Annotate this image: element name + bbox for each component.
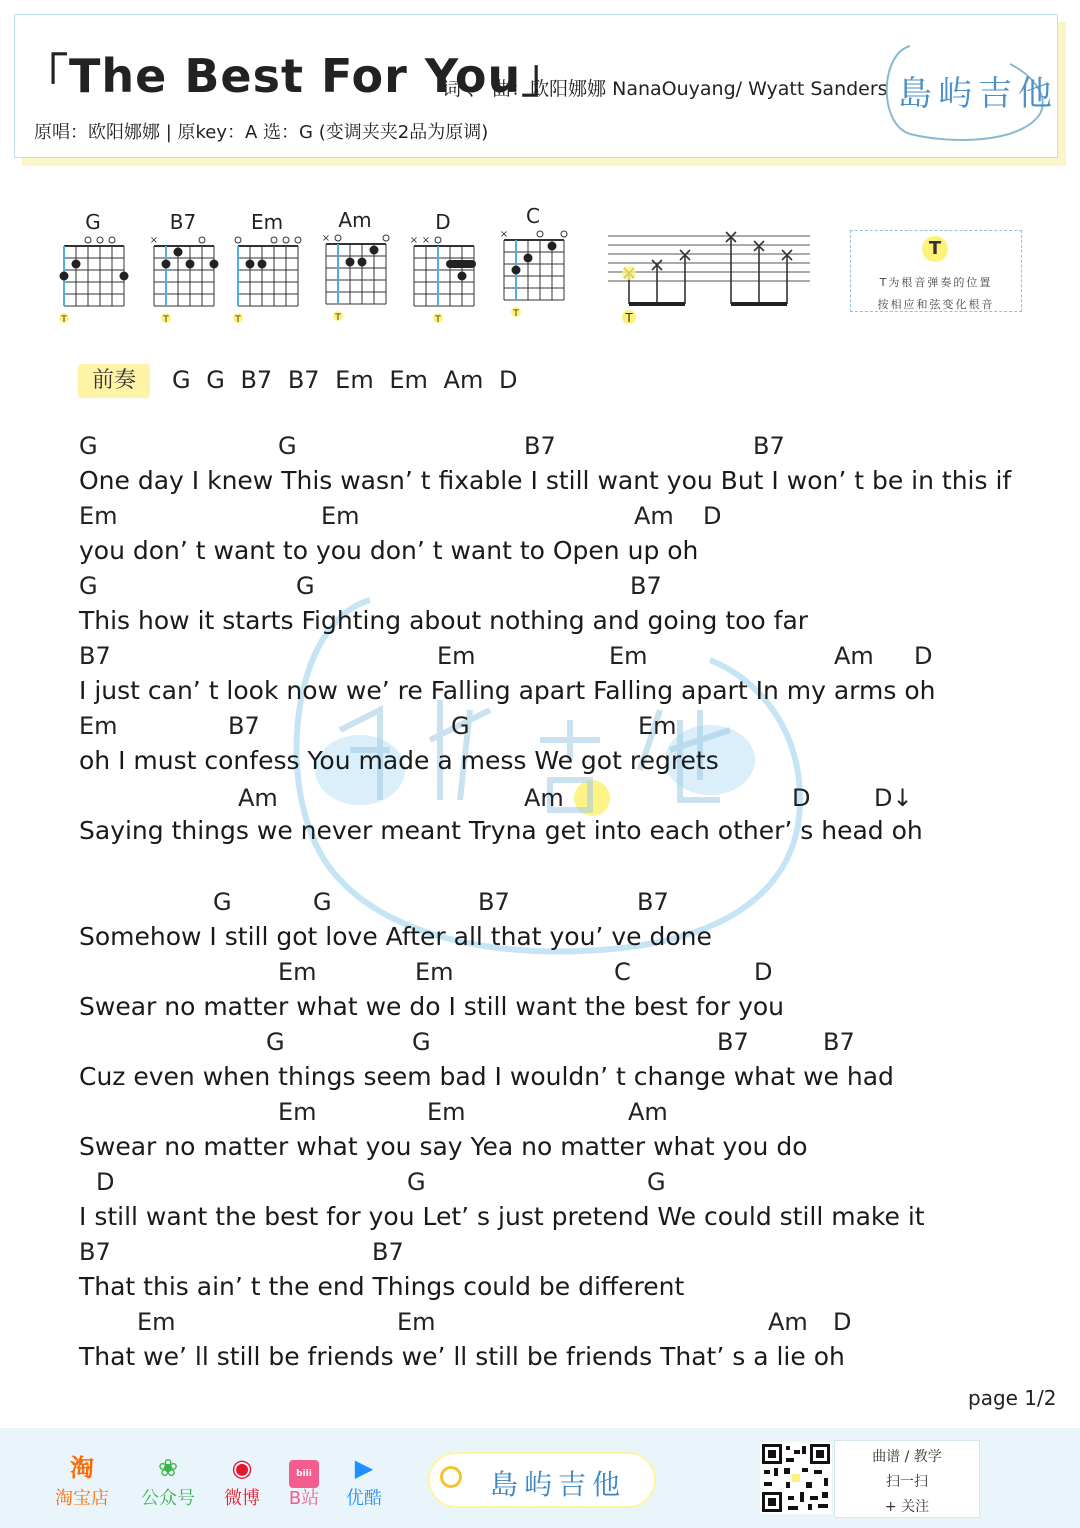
svg-text:×: × xyxy=(321,233,331,244)
chord-label: G xyxy=(313,888,332,916)
chord-label: Am xyxy=(634,502,674,530)
fretboard-d xyxy=(408,234,488,324)
footer-link-weibo[interactable] xyxy=(212,1452,272,1510)
chord-name: G xyxy=(85,210,101,234)
qr-code-icon xyxy=(760,1442,832,1514)
svg-text:T: T xyxy=(625,311,633,325)
chord-label: Em xyxy=(321,502,360,530)
chord-label: G xyxy=(296,572,315,600)
chord-name: C xyxy=(526,204,540,228)
legend-line-1: T为根音弹奏的位置 xyxy=(879,276,993,289)
chord-label: B7 xyxy=(630,572,662,600)
lyric-text: I still want the best for you Let’ s just pretend We could still make it xyxy=(79,1202,925,1231)
lyric-text: That this ain’ t the end Things could be different xyxy=(79,1272,685,1301)
chord-diagram-c xyxy=(498,204,578,324)
lyric-text: you don’ t want to you don’ t want to Open up oh xyxy=(79,536,699,565)
lyric-text: Somehow I still got love After all that you’ ve done xyxy=(79,922,712,951)
chord-label: B7 xyxy=(79,1238,111,1266)
chord-label: D xyxy=(754,958,773,986)
footer-link-bilibili[interactable] xyxy=(274,1452,334,1510)
chord-name: Em xyxy=(250,210,284,234)
chord-diagram-am xyxy=(320,208,400,328)
svg-text:T: T xyxy=(163,315,169,324)
chord-diagram-g xyxy=(58,210,138,330)
bilibili-icon: bili xyxy=(274,1452,334,1484)
song-credit: 词 、 曲：欧阳娜娜 NanaOuyang/ Wyatt Sanders xyxy=(442,78,888,100)
wechat-icon: ❀ xyxy=(157,1454,179,1482)
chord-label: Em xyxy=(278,1098,317,1126)
chord-label: G xyxy=(79,572,98,600)
footer-link-taobao[interactable] xyxy=(52,1452,112,1510)
chord-label: B7 xyxy=(753,432,785,460)
footer-link-wechat[interactable] xyxy=(138,1452,198,1510)
svg-text:×: × xyxy=(421,235,431,246)
chord-label: D xyxy=(833,1308,852,1336)
chord-label: Em xyxy=(278,958,317,986)
footer-link-label: B站 xyxy=(288,1488,320,1509)
chord-label: G xyxy=(407,1168,426,1196)
chord-label: Am xyxy=(524,784,564,812)
chord-label: C xyxy=(614,958,631,986)
chord-label: Em xyxy=(609,642,648,670)
footer-link-label: 优酷 xyxy=(346,1488,382,1509)
chord-label: Em xyxy=(137,1308,176,1336)
fretboard-am xyxy=(320,232,400,322)
chord-label: D xyxy=(914,642,933,670)
svg-text:T: T xyxy=(435,315,441,324)
footer-link-youku[interactable] xyxy=(334,1452,394,1510)
chord-label: G xyxy=(451,712,470,740)
page-number: page 1/2 xyxy=(968,1386,1057,1410)
qr-caption-line: + 关注 xyxy=(884,1499,930,1515)
chord-label: Em xyxy=(79,502,118,530)
song-title: 「The Best For You」 xyxy=(22,49,569,103)
fretboard-g xyxy=(58,234,138,324)
chord-label: Em xyxy=(437,642,476,670)
qr-caption-line: 扫一扫 xyxy=(886,1474,928,1490)
lyric-text: One day I knew This wasn’ t fixable I still want you But I won’ t be in this if xyxy=(79,466,1012,495)
chord-label: B7 xyxy=(524,432,556,460)
brand-logo-text: 島屿吉他 xyxy=(898,74,1058,114)
chord-label: G xyxy=(79,432,98,460)
svg-text:T: T xyxy=(335,313,341,322)
svg-text:×: × xyxy=(409,235,419,246)
lyric-text: Swear no matter what you say Yea no matter what you do xyxy=(79,1132,808,1161)
lyric-text: I just can’ t look now we’ re Falling apart Falling apart In my arms oh xyxy=(79,676,936,705)
fretboard-em xyxy=(232,234,312,324)
fretboard-c xyxy=(498,228,578,318)
strum-pattern xyxy=(604,228,814,328)
lyric-text: That we’ ll still be friends we’ ll still be friends That’ s a lie oh xyxy=(79,1342,845,1371)
svg-text:T: T xyxy=(235,315,241,324)
chord-label: B7 xyxy=(79,642,111,670)
chord-label: B7 xyxy=(717,1028,749,1056)
chord-name: B7 xyxy=(169,210,197,234)
chord-name: Am xyxy=(338,208,372,232)
chord-label: D xyxy=(792,784,811,812)
intro-label: 前奏 xyxy=(78,364,150,398)
lyric-text: This how it starts Fighting about nothing and going too far xyxy=(79,606,809,635)
svg-text:T: T xyxy=(61,315,67,324)
chord-label: Am xyxy=(628,1098,668,1126)
chord-label: Em xyxy=(415,958,454,986)
chord-diagram-d xyxy=(408,210,488,330)
chord-label: B7 xyxy=(478,888,510,916)
chord-diagram-em xyxy=(232,210,312,330)
taobao-icon: 淘 xyxy=(70,1454,94,1482)
chord-label: Am xyxy=(768,1308,808,1336)
chord-label: D xyxy=(96,1168,115,1196)
lyric-text: Swear no matter what we do I still want the best for you xyxy=(79,992,785,1021)
lyric-text: Saying things we never meant Tryna get into each other’ s head oh xyxy=(79,816,923,845)
chord-label: B7 xyxy=(228,712,260,740)
svg-text:T: T xyxy=(513,309,519,318)
chord-label: G xyxy=(266,1028,285,1056)
svg-text:×: × xyxy=(149,235,159,246)
search-icon xyxy=(440,1466,462,1488)
chord-label: B7 xyxy=(823,1028,855,1056)
svg-text:×: × xyxy=(499,229,509,240)
root-note-badge: T xyxy=(922,236,948,262)
song-meta: 原唱：欧阳娜娜 | 原key：A 选：G (变调夹夹2品为原调) xyxy=(34,122,489,143)
chord-label: Am xyxy=(834,642,874,670)
chord-name: D xyxy=(435,210,451,234)
chord-label: D xyxy=(703,502,722,530)
chord-label: Em xyxy=(638,712,677,740)
lyric-text: Cuz even when things seem bad I wouldn’ t change what we had xyxy=(79,1062,894,1091)
intro-chords: G G B7 B7 Em Em Am D xyxy=(172,366,518,394)
footer-link-label: 淘宝店 xyxy=(55,1488,109,1509)
lyric-text: oh I must confess You made a mess We got regrets xyxy=(79,746,719,775)
chord-label: G xyxy=(213,888,232,916)
chord-label: G xyxy=(412,1028,431,1056)
chord-label: Em xyxy=(427,1098,466,1126)
chord-label: B7 xyxy=(637,888,669,916)
youku-icon: ▶ xyxy=(354,1454,374,1482)
search-text: 島屿吉他 xyxy=(490,1468,627,1501)
footer-link-label: 公众号 xyxy=(141,1488,195,1509)
chord-label: G xyxy=(647,1168,666,1196)
weibo-icon: ◉ xyxy=(231,1454,253,1482)
chord-label: Em xyxy=(397,1308,436,1336)
fretboard-b7 xyxy=(148,234,228,324)
chord-label: B7 xyxy=(372,1238,404,1266)
chord-label: D↓ xyxy=(874,784,913,812)
qr-caption-line: 曲谱 / 教学 xyxy=(872,1449,942,1465)
chord-label: Em xyxy=(79,712,118,740)
legend-line-2: 按相应和弦变化根音 xyxy=(877,298,995,311)
chord-label: G xyxy=(278,432,297,460)
watermark-logo-icon xyxy=(280,580,820,980)
chord-label: Am xyxy=(238,784,278,812)
chord-diagram-b7 xyxy=(148,210,228,330)
footer-link-label: 微博 xyxy=(224,1488,260,1509)
